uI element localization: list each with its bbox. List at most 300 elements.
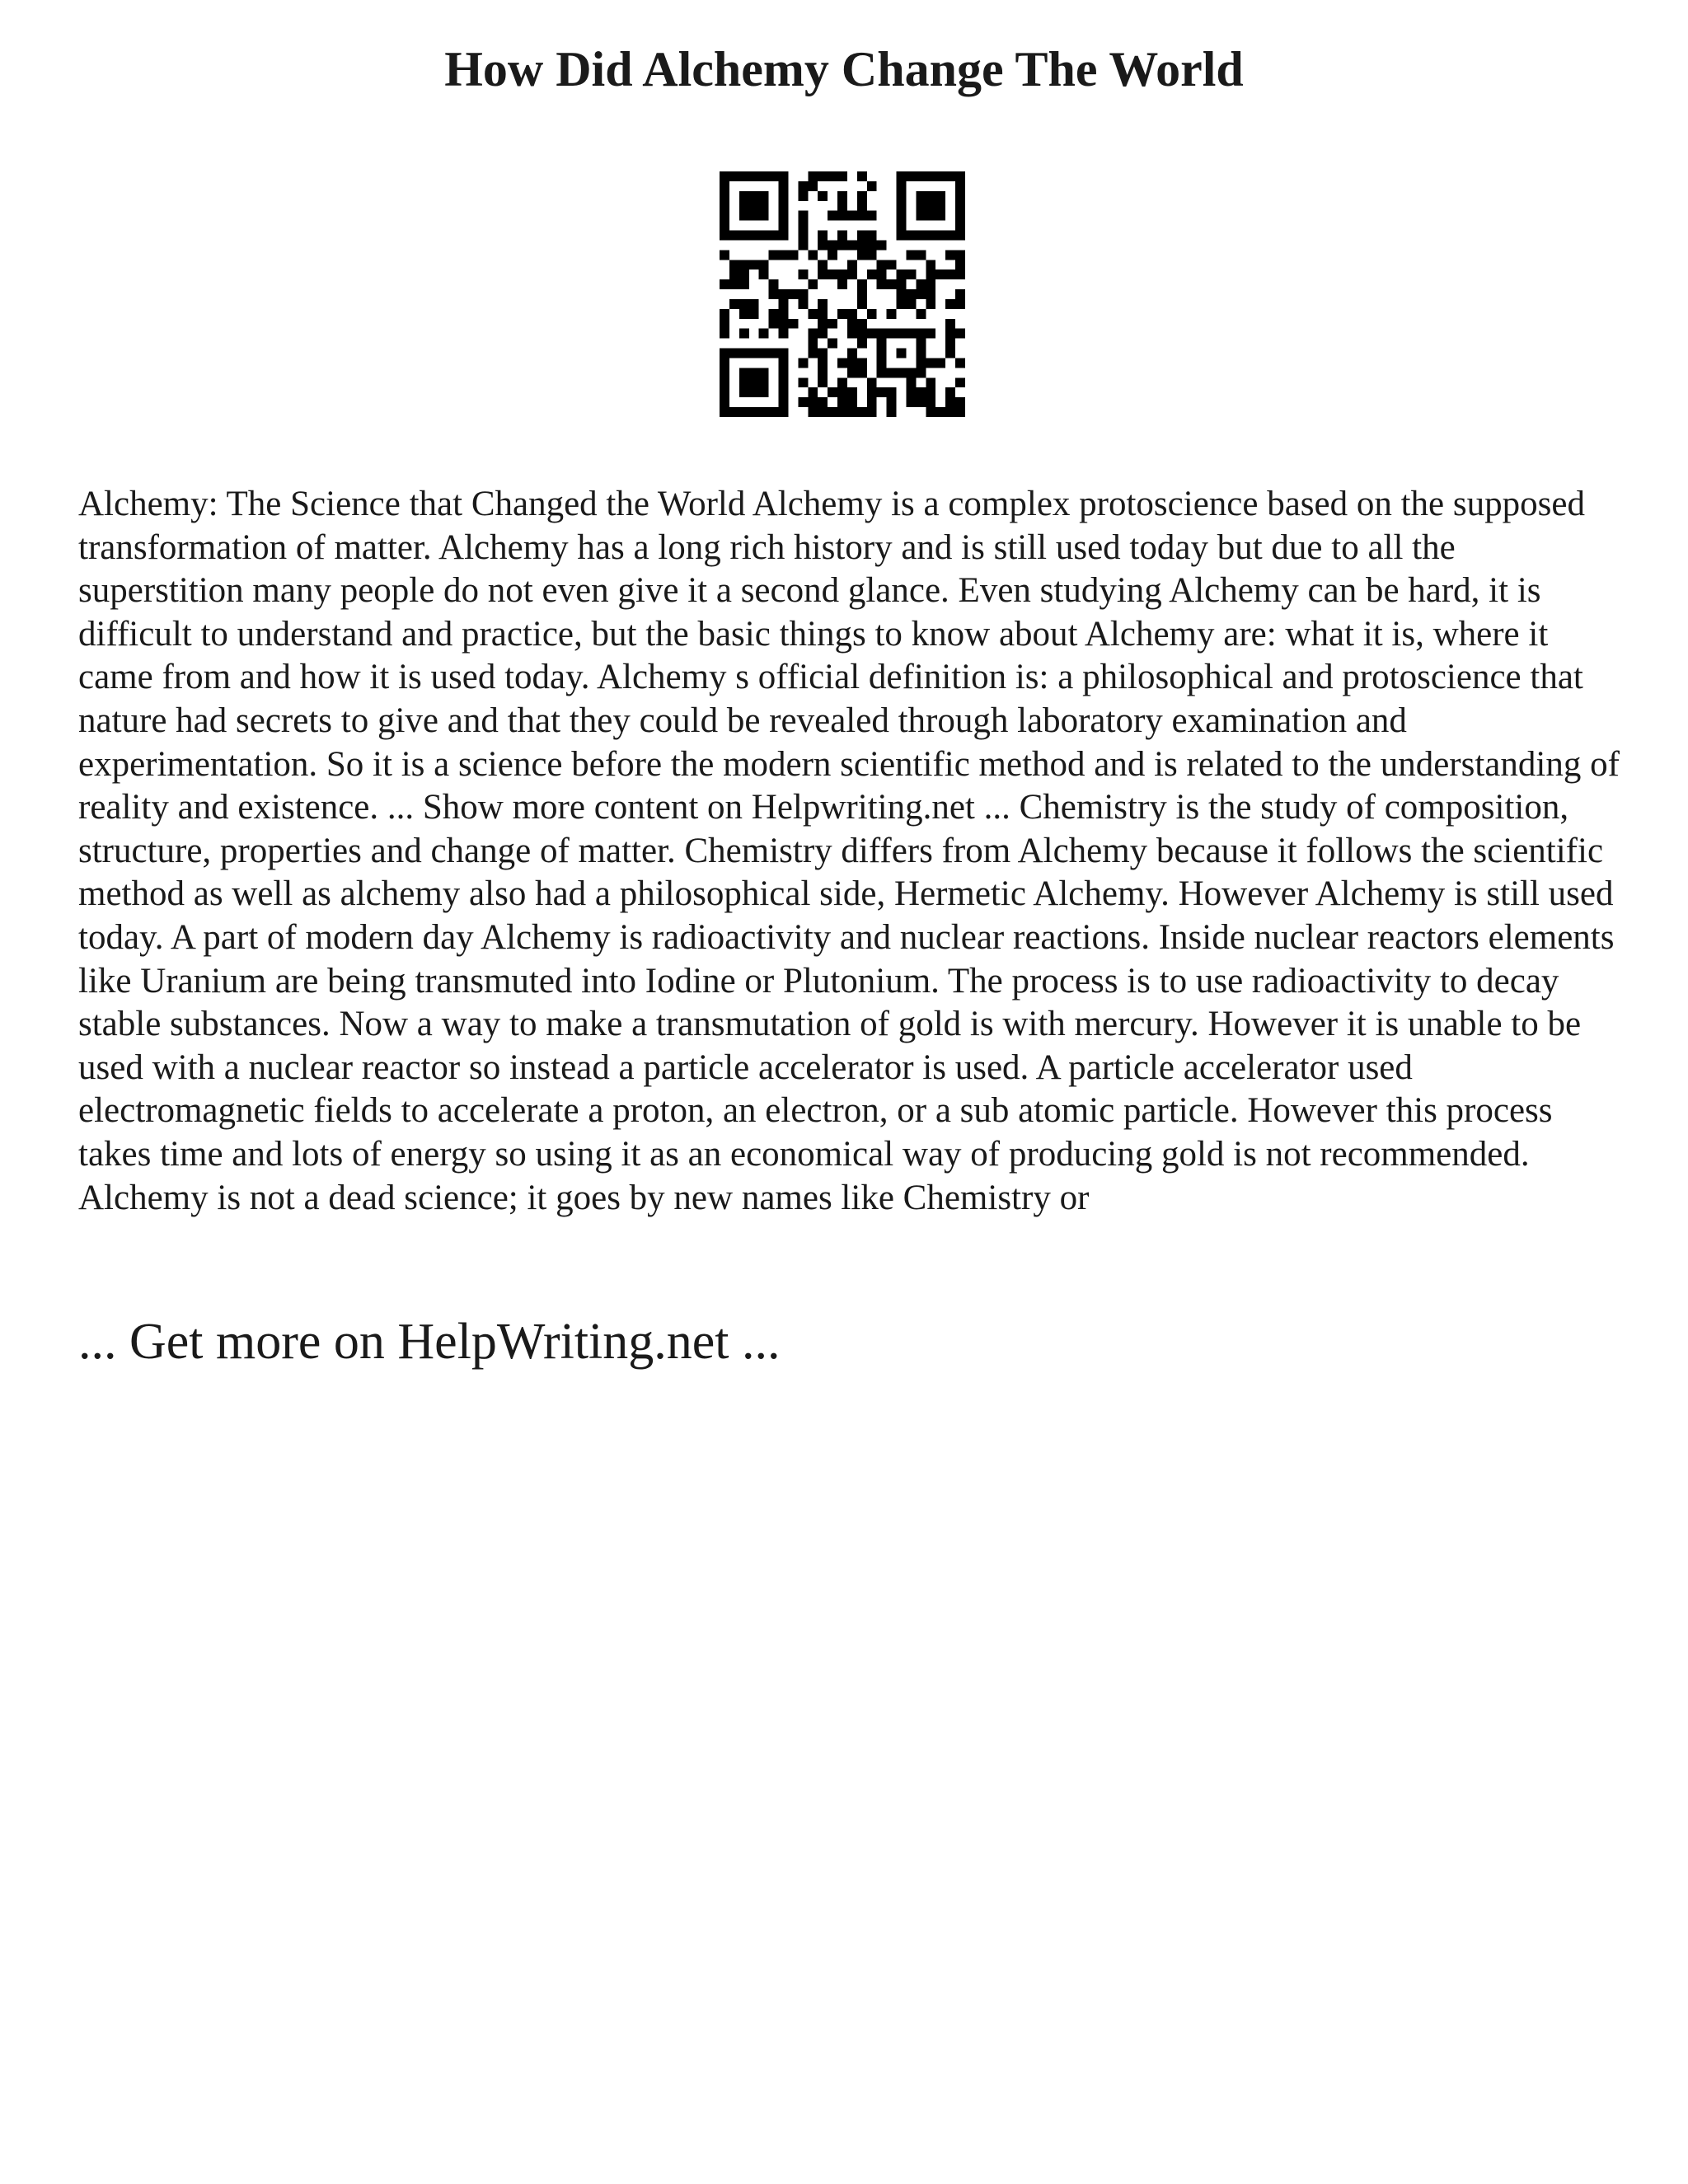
qr-module bbox=[759, 211, 769, 221]
qr-module bbox=[926, 191, 935, 201]
qr-module bbox=[897, 329, 907, 339]
qr-module bbox=[808, 279, 818, 289]
qr-module bbox=[788, 289, 798, 299]
qr-module bbox=[916, 211, 926, 221]
qr-module bbox=[720, 407, 729, 417]
qr-module bbox=[720, 387, 729, 397]
get-more-link[interactable]: ... Get more on HelpWriting.net ... bbox=[78, 1314, 781, 1370]
qr-module bbox=[798, 289, 808, 299]
qr-module bbox=[935, 231, 945, 241]
qr-module bbox=[729, 260, 739, 269]
qr-module bbox=[847, 397, 857, 407]
qr-module bbox=[935, 171, 945, 181]
qr-module bbox=[945, 269, 955, 279]
qr-module bbox=[897, 181, 907, 191]
qr-module bbox=[887, 407, 897, 417]
qr-module bbox=[837, 201, 847, 211]
qr-module bbox=[739, 349, 749, 359]
qr-module bbox=[779, 211, 789, 221]
qr-module bbox=[729, 279, 739, 289]
qr-module bbox=[926, 299, 935, 309]
qr-module bbox=[749, 299, 759, 309]
qr-module bbox=[926, 397, 935, 407]
qr-module bbox=[906, 269, 916, 279]
qr-module bbox=[779, 231, 789, 241]
qr-module bbox=[720, 319, 729, 329]
qr-module bbox=[818, 231, 828, 241]
qr-module bbox=[828, 387, 837, 397]
qr-module bbox=[749, 377, 759, 387]
qr-module bbox=[769, 349, 779, 359]
qr-module bbox=[926, 231, 935, 241]
qr-module bbox=[897, 231, 907, 241]
qr-module bbox=[837, 397, 847, 407]
qr-module bbox=[916, 339, 926, 349]
qr-module bbox=[759, 260, 769, 269]
qr-module bbox=[779, 349, 789, 359]
qr-module bbox=[897, 349, 907, 359]
qr-module bbox=[720, 191, 729, 201]
qr-module bbox=[769, 231, 779, 241]
qr-module bbox=[808, 309, 818, 319]
qr-module bbox=[808, 349, 818, 359]
qr-module bbox=[779, 171, 789, 181]
qr-module bbox=[857, 211, 867, 221]
qr-module bbox=[818, 397, 828, 407]
qr-module bbox=[897, 211, 907, 221]
qr-module bbox=[867, 407, 877, 417]
qr-module bbox=[897, 201, 907, 211]
qr-module bbox=[808, 339, 818, 349]
qr-module bbox=[887, 309, 897, 319]
qr-module bbox=[926, 387, 935, 397]
qr-module bbox=[916, 250, 926, 260]
qr-module bbox=[818, 171, 828, 181]
qr-module bbox=[798, 191, 808, 201]
qr-module bbox=[847, 319, 857, 329]
qr-module bbox=[857, 191, 867, 201]
qr-module bbox=[739, 171, 749, 181]
qr-module bbox=[945, 387, 955, 397]
qr-module bbox=[926, 329, 935, 339]
qr-module bbox=[916, 201, 926, 211]
qr-module bbox=[729, 349, 739, 359]
qr-module bbox=[837, 171, 847, 181]
qr-module bbox=[818, 407, 828, 417]
qr-module bbox=[857, 407, 867, 417]
qr-module bbox=[739, 260, 749, 269]
qr-module bbox=[916, 279, 926, 289]
qr-module bbox=[808, 387, 818, 397]
qr-module bbox=[906, 397, 916, 407]
qr-module bbox=[828, 319, 837, 329]
qr-module bbox=[779, 191, 789, 201]
qr-module bbox=[837, 231, 847, 241]
qr-module bbox=[945, 231, 955, 241]
qr-module bbox=[818, 260, 828, 269]
qr-module bbox=[897, 221, 907, 231]
qr-module bbox=[739, 387, 749, 397]
qr-module bbox=[749, 368, 759, 377]
qr-module bbox=[906, 329, 916, 339]
qr-module bbox=[955, 211, 965, 221]
qr-module bbox=[828, 407, 837, 417]
qr-module bbox=[857, 299, 867, 309]
qr-module bbox=[867, 181, 877, 191]
qr-module bbox=[818, 191, 828, 201]
qr-module bbox=[926, 171, 935, 181]
qr-module bbox=[916, 387, 926, 397]
qr-module bbox=[759, 377, 769, 387]
qr-module bbox=[798, 358, 808, 368]
qr-module bbox=[916, 171, 926, 181]
qr-module bbox=[769, 289, 779, 299]
qr-module bbox=[729, 231, 739, 241]
qr-module bbox=[749, 349, 759, 359]
qr-module bbox=[916, 289, 926, 299]
qr-module bbox=[749, 191, 759, 201]
qr-module bbox=[955, 397, 965, 407]
qr-module bbox=[759, 368, 769, 377]
qr-module bbox=[847, 240, 857, 250]
qr-module bbox=[935, 211, 945, 221]
qr-module bbox=[828, 250, 837, 260]
qr-module bbox=[759, 329, 769, 339]
qr-module bbox=[749, 260, 759, 269]
qr-module bbox=[779, 397, 789, 407]
qr-module bbox=[857, 279, 867, 289]
qr-module bbox=[808, 250, 818, 260]
qr-module bbox=[897, 279, 907, 289]
qr-module bbox=[828, 339, 837, 349]
qr-module bbox=[935, 358, 945, 368]
qr-module bbox=[808, 407, 818, 417]
qr-module bbox=[837, 211, 847, 221]
qr-module bbox=[906, 368, 916, 377]
qr-module bbox=[720, 397, 729, 407]
qr-module bbox=[739, 407, 749, 417]
qr-module bbox=[739, 299, 749, 309]
qr-module bbox=[847, 387, 857, 397]
qr-module bbox=[837, 240, 847, 250]
qr-module bbox=[926, 211, 935, 221]
qr-module bbox=[798, 269, 808, 279]
qr-module bbox=[945, 407, 955, 417]
qr-module bbox=[818, 269, 828, 279]
qr-module bbox=[739, 309, 749, 319]
qr-module bbox=[739, 231, 749, 241]
qr-module bbox=[857, 329, 867, 339]
qr-module bbox=[857, 240, 867, 250]
qr-module bbox=[897, 269, 907, 279]
qr-module bbox=[847, 407, 857, 417]
qr-module bbox=[769, 319, 779, 329]
qr-module bbox=[955, 269, 965, 279]
qr-module bbox=[779, 289, 789, 299]
qr-module bbox=[877, 329, 887, 339]
qr-module bbox=[720, 377, 729, 387]
qr-module bbox=[926, 407, 935, 417]
qr-module bbox=[877, 339, 887, 349]
qr-module bbox=[759, 349, 769, 359]
qr-module bbox=[877, 358, 887, 368]
qr-module bbox=[769, 309, 779, 319]
qr-module bbox=[729, 407, 739, 417]
qr-module bbox=[955, 171, 965, 181]
qr-module bbox=[808, 171, 818, 181]
qr-module bbox=[847, 349, 857, 359]
qr-module bbox=[837, 309, 847, 319]
qr-module bbox=[749, 211, 759, 221]
qr-module bbox=[877, 279, 887, 289]
qr-module bbox=[945, 349, 955, 359]
qr-module bbox=[759, 171, 769, 181]
qr-module bbox=[847, 368, 857, 377]
qr-module bbox=[897, 289, 907, 299]
qr-module bbox=[837, 377, 847, 387]
qr-module bbox=[739, 211, 749, 221]
qr-module bbox=[828, 269, 837, 279]
qr-module bbox=[798, 231, 808, 241]
qr-module bbox=[877, 368, 887, 377]
qr-module bbox=[916, 191, 926, 201]
qr-module bbox=[720, 349, 729, 359]
qr-module bbox=[857, 368, 867, 377]
qr-module bbox=[720, 201, 729, 211]
qr-module bbox=[906, 171, 916, 181]
qr-module bbox=[926, 279, 935, 289]
qr-module bbox=[935, 191, 945, 201]
qr-module bbox=[779, 368, 789, 377]
qr-module bbox=[867, 250, 877, 260]
qr-module bbox=[808, 329, 818, 339]
qr-module bbox=[867, 231, 877, 241]
qr-module bbox=[955, 231, 965, 241]
qr-module bbox=[867, 397, 877, 407]
qr-module bbox=[877, 387, 887, 397]
qr-module bbox=[945, 250, 955, 260]
qr-module bbox=[749, 387, 759, 397]
qr-module bbox=[926, 358, 935, 368]
qr-module bbox=[739, 279, 749, 289]
qr-module bbox=[955, 329, 965, 339]
qr-module bbox=[916, 309, 926, 319]
qr-module bbox=[847, 358, 857, 368]
qr-module bbox=[818, 349, 828, 359]
qr-module bbox=[906, 250, 916, 260]
qr-module bbox=[720, 181, 729, 191]
qr-module bbox=[769, 171, 779, 181]
qr-module bbox=[759, 407, 769, 417]
qr-module bbox=[837, 269, 847, 279]
qr-module bbox=[955, 191, 965, 201]
qr-module bbox=[818, 329, 828, 339]
qr-code-icon bbox=[720, 171, 965, 417]
qr-module bbox=[877, 349, 887, 359]
qr-module bbox=[798, 181, 808, 191]
qr-module bbox=[779, 387, 789, 397]
qr-module bbox=[926, 377, 935, 387]
qr-module bbox=[837, 191, 847, 201]
qr-module bbox=[720, 250, 729, 260]
qr-module bbox=[916, 368, 926, 377]
qr-module bbox=[857, 319, 867, 329]
qr-module bbox=[779, 299, 789, 309]
qr-module bbox=[906, 299, 916, 309]
qr-module bbox=[926, 201, 935, 211]
qr-module bbox=[887, 397, 897, 407]
qr-module bbox=[808, 397, 818, 407]
qr-module bbox=[867, 211, 877, 221]
qr-module bbox=[887, 368, 897, 377]
qr-module bbox=[720, 231, 729, 241]
qr-module bbox=[739, 191, 749, 201]
qr-module bbox=[847, 260, 857, 269]
qr-code-graphic bbox=[720, 171, 965, 417]
qr-module bbox=[926, 269, 935, 279]
qr-module bbox=[945, 339, 955, 349]
qr-module bbox=[749, 407, 759, 417]
qr-module bbox=[739, 368, 749, 377]
qr-module bbox=[935, 407, 945, 417]
qr-module bbox=[906, 231, 916, 241]
qr-module bbox=[720, 171, 729, 181]
qr-module bbox=[847, 211, 857, 221]
qr-module bbox=[867, 377, 877, 387]
qr-module bbox=[955, 407, 965, 417]
page-title: How Did Alchemy Change The World bbox=[444, 42, 1244, 96]
qr-module bbox=[857, 289, 867, 299]
qr-module bbox=[935, 269, 945, 279]
qr-module bbox=[759, 387, 769, 397]
qr-module bbox=[926, 260, 935, 269]
qr-module bbox=[955, 358, 965, 368]
qr-module bbox=[955, 299, 965, 309]
qr-module bbox=[749, 201, 759, 211]
qr-module bbox=[857, 339, 867, 349]
qr-module bbox=[818, 377, 828, 387]
qr-module bbox=[847, 269, 857, 279]
qr-module bbox=[877, 260, 887, 269]
qr-module bbox=[867, 329, 877, 339]
qr-module bbox=[887, 260, 897, 269]
qr-module bbox=[867, 269, 877, 279]
qr-module bbox=[788, 319, 798, 329]
qr-module bbox=[955, 181, 965, 191]
qr-module bbox=[897, 299, 907, 309]
qr-module bbox=[798, 221, 808, 231]
qr-module bbox=[837, 279, 847, 289]
qr-module bbox=[828, 211, 837, 221]
qr-module bbox=[759, 269, 769, 279]
qr-module bbox=[867, 309, 877, 319]
qr-module bbox=[897, 171, 907, 181]
qr-module bbox=[828, 240, 837, 250]
qr-module bbox=[818, 309, 828, 319]
qr-module bbox=[877, 240, 887, 250]
qr-module bbox=[739, 201, 749, 211]
qr-module bbox=[779, 221, 789, 231]
qr-module bbox=[945, 397, 955, 407]
qr-module bbox=[739, 269, 749, 279]
qr-module bbox=[857, 171, 867, 181]
qr-module bbox=[769, 279, 779, 289]
qr-module bbox=[749, 309, 759, 319]
qr-module bbox=[887, 279, 897, 289]
qr-module bbox=[788, 250, 798, 260]
qr-module bbox=[769, 407, 779, 417]
qr-module bbox=[945, 329, 955, 339]
qr-module bbox=[779, 250, 789, 260]
qr-module bbox=[759, 191, 769, 201]
qr-module bbox=[779, 181, 789, 191]
qr-module bbox=[906, 289, 916, 299]
qr-module bbox=[779, 329, 789, 339]
body-paragraph: Alchemy: The Science that Changed the World Alchemy is a complex protoscience based on the supposed transformation of matter. Alchemy has a long rich history and is still used today but due to all the superstition many people do not even give it a second glance. Even studying Alchemy can be hard, it is difficult to understand and practice, but the basic things to know about Alchemy are: what it is, where it came from and how it is used today. Alchemy s official definition is: a philosophical and protoscience that nature had secrets to give and that they could be revealed through laboratory examination and experimentation. So it is a science before the modern scientific method and is related to the understanding of reality and existence. ... Show more content on Helpwriting.net ... Chemistry is the study of composition, structure, properties and change of matter. Chemistry differs from Alchemy because it follows the scientific method as well as alchemy also had a philosophical side, Hermetic Alchemy. However Alchemy is still used today. A part of modern day Alchemy is radioactivity and nuclear reactions. Inside nuclear reactors elements like Uranium are being transmuted into Iodine or Plutonium. The process is to use radioactivity to decay stable substances. Now a way to make a transmutation of gold is with mercury. However it is unable to be used with a nuclear reactor so instead a particle accelerator is used. A particle accelerator used electromagnetic fields to accelerate a proton, an electron, or a sub atomic particle. However this process takes time and lots of energy so using it as an economical way of producing gold is not recommended. Alchemy is not a dead science; it goes by new names like Chemistry or bbox=[78, 485, 1620, 1217]
qr-module bbox=[935, 201, 945, 211]
qr-module bbox=[818, 240, 828, 250]
qr-module bbox=[798, 211, 808, 221]
qr-module bbox=[897, 191, 907, 201]
qr-module bbox=[945, 299, 955, 309]
qr-module bbox=[779, 377, 789, 387]
qr-module bbox=[779, 407, 789, 417]
qr-module bbox=[779, 309, 789, 319]
qr-module bbox=[759, 231, 769, 241]
qr-module bbox=[906, 377, 916, 387]
qr-module bbox=[729, 269, 739, 279]
qr-module bbox=[955, 289, 965, 299]
qr-module bbox=[739, 377, 749, 387]
qr-module bbox=[955, 201, 965, 211]
qr-module bbox=[837, 387, 847, 397]
qr-module bbox=[887, 329, 897, 339]
qr-module bbox=[955, 260, 965, 269]
qr-module bbox=[818, 368, 828, 377]
qr-module bbox=[847, 309, 857, 319]
qr-module bbox=[720, 309, 729, 319]
qr-module bbox=[798, 397, 808, 407]
qr-module bbox=[916, 231, 926, 241]
qr-module bbox=[857, 358, 867, 368]
qr-module bbox=[847, 329, 857, 339]
qr-module bbox=[916, 349, 926, 359]
qr-module bbox=[779, 319, 789, 329]
qr-module bbox=[945, 171, 955, 181]
qr-module bbox=[779, 201, 789, 211]
qr-module bbox=[877, 269, 887, 279]
qr-module bbox=[798, 299, 808, 309]
qr-module bbox=[857, 201, 867, 211]
qr-module bbox=[720, 368, 729, 377]
qr-module bbox=[808, 181, 818, 191]
qr-module bbox=[926, 289, 935, 299]
qr-module bbox=[818, 319, 828, 329]
qr-module bbox=[916, 358, 926, 368]
qr-module bbox=[720, 279, 729, 289]
qr-module bbox=[837, 358, 847, 368]
qr-module bbox=[779, 358, 789, 368]
qr-module bbox=[729, 171, 739, 181]
qr-module bbox=[887, 387, 897, 397]
qr-module bbox=[818, 299, 828, 309]
qr-module bbox=[945, 319, 955, 329]
qr-module bbox=[729, 299, 739, 309]
qr-module bbox=[837, 407, 847, 417]
qr-module bbox=[916, 329, 926, 339]
qr-module bbox=[955, 377, 965, 387]
qr-module bbox=[739, 329, 749, 339]
